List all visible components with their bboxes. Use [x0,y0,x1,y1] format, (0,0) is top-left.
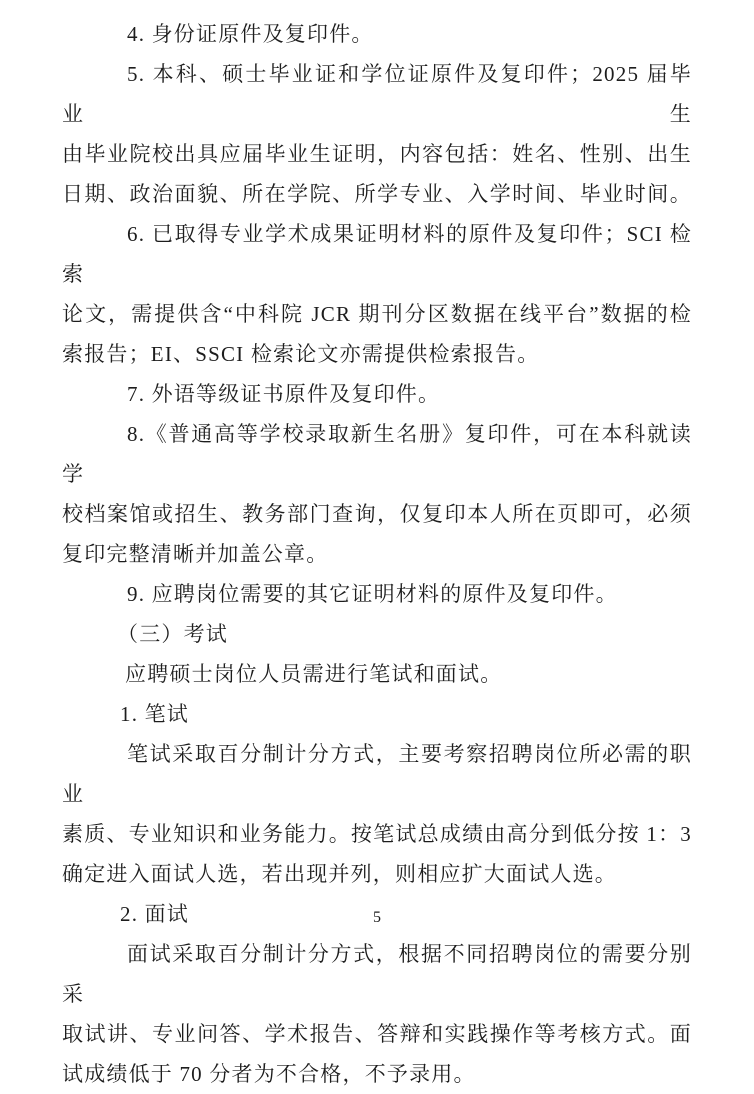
page-number: 5 [373,909,381,926]
text-line: 试成绩低于 70 分者为不合格，不予录用。 [62,1062,476,1086]
text-line: 由毕业院校出具应届毕业生证明，内容包括：姓名、性别、出生 [62,142,692,166]
text-line: 9. 应聘岗位需要的其它证明材料的原件及复印件。 [127,582,618,606]
text-line: 4. 身份证原件及复印件。 [127,22,374,46]
text-line: 1. 笔试 [120,702,189,726]
text-line: 确定进入面试人选，若出现并列，则相应扩大面试人选。 [62,862,617,886]
text-line: （三）考试 [117,622,228,646]
text-line: 论文，需提供含“中科院 JCR 期刊分区数据在线平台”数据的检 [62,302,692,326]
text-line: 索报告；EI、SSCI 检索论文亦需提供检索报告。 [62,342,540,366]
text-line: 复印完整清晰并加盖公章。 [62,542,329,566]
text-line: 应聘硕士岗位人员需进行笔试和面试。 [125,662,503,686]
text-line: 8.《普通高等学校录取新生名册》复印件，可在本科就读学 [62,422,692,486]
text-line: 校档案馆或招生、教务部门查询，仅复印本人所在页即可，必须 [62,502,692,526]
text-line: 5. 本科、硕士毕业证和学位证原件及复印件；2025 届毕业生 [62,62,692,126]
document-body [62,14,692,1094]
text-line: 取试讲、专业问答、学术报告、答辩和实践操作等考核方式。面 [62,1022,692,1046]
text-line: 笔试采取百分制计分方式，主要考察招聘岗位所必需的职业 [62,742,692,806]
text-line: 日期、政治面貌、所在学院、所学专业、入学时间、毕业时间。 [62,182,692,206]
text-line: 2. 面试 [120,902,189,926]
text-line: 7. 外语等级证书原件及复印件。 [127,382,441,406]
text-line: 面试采取百分制计分方式，根据不同招聘岗位的需要分别采 [62,942,692,1006]
text-line: 素质、专业知识和业务能力。按笔试总成绩由高分到低分按 1：3 [62,822,692,846]
text-line: 6. 已取得专业学术成果证明材料的原件及复印件；SCI 检索 [62,222,692,286]
